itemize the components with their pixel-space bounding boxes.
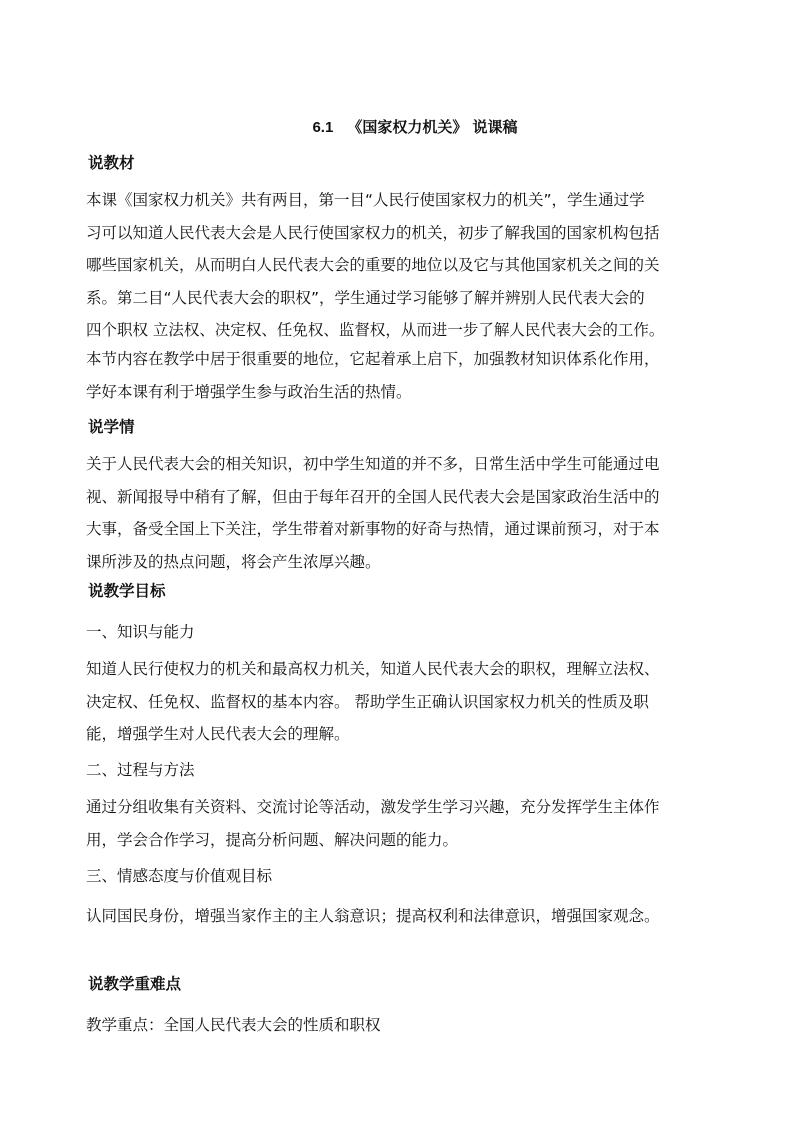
paragraph-line: 课所涉及的热点问题，将会产生浓厚兴趣。 — [86, 552, 381, 571]
heading-student-analysis: 说学情 — [88, 418, 135, 436]
subheading-knowledge-ability: 一、知识与能力 — [86, 623, 195, 641]
paragraph-line: 本课《国家权力机关》共有两目，第一目“人民行使国家权力的机关”，学生通过学 — [86, 191, 645, 209]
subheading-emotion-values: 三、情感态度与价值观目标 — [86, 867, 273, 885]
heading-key-points: 说教学重难点 — [88, 975, 182, 993]
paragraph-line: 系。第二目“人民代表大会的职权”，学生通过学习能够了解并辨别人民代表大会的 — [86, 288, 645, 307]
paragraph-line: 习可以知道人民代表大会是人民行使国家权力的机关，初步了解我国的国家机构包括 — [86, 223, 660, 242]
paragraph-line: 能，增强学生对人民代表大会的理解。 — [86, 725, 350, 743]
subheading-process-method: 二、过程与方法 — [86, 761, 195, 779]
paragraph-key-point: 教学重点：全国人民代表大会的性质和职权 — [86, 1016, 381, 1034]
paragraph-teaching-material-2 — [86, 343, 726, 408]
paragraph-teaching-material-1 — [86, 184, 726, 347]
heading-teaching-goals: 说教学目标 — [88, 582, 166, 600]
paragraph-line: 哪些国家机关，从而明白人民代表大会的重要的地位以及它与其他国家机关之间的关 — [86, 256, 660, 274]
paragraph-line: 决定权、任免权、监督权的基本内容。 帮助学生正确认识国家权力机关的性质及职 — [86, 692, 649, 711]
title-number: 6.1 — [312, 119, 334, 136]
paragraph-line: 本节内容在教学中居于很重要的地位，它起着承上启下，加强教材知识体系化作用， — [86, 350, 660, 368]
paragraph-line: 通过分组收集有关资料、交流讨论等活动，激发学生学习兴趣，充分发挥学生主体作 — [86, 798, 660, 816]
paragraph-process-method — [86, 791, 726, 856]
paragraph-line: 视、新闻报导中稍有了解，但由于每年召开的全国人民代表大会是国家政治生活中的 — [86, 487, 660, 506]
paragraph-line: 用，学会合作学习，提高分析问题、解决问题的能力。 — [86, 830, 459, 849]
heading-teaching-material: 说教材 — [88, 154, 135, 172]
paragraph-line: 四个职权 立法权、决定权、任免权、监督权，从而进一步了解人民代表大会的工作。 — [86, 321, 665, 339]
paragraph-line: 知道人民行使权力的机关和最高权力机关，知道人民代表大会的职权，理解立法权、 — [86, 660, 660, 678]
document-title — [0, 117, 794, 138]
paragraph-line: 学好本课有利于增强学生参与政治生活的热情。 — [86, 382, 412, 401]
paragraph-line: 关于人民代表大会的相关知识，初中学生知道的并不多，日常生活中学生可能通过电 — [86, 455, 660, 473]
paragraph-knowledge-ability — [86, 653, 726, 751]
paragraph-student-analysis — [86, 448, 726, 578]
title-text: 《国家权力机关》 说课稿 — [347, 118, 518, 136]
paragraph-emotion-values: 认同国民身份，增强当家作主的主人翁意识；提高权利和法律意识，增强国家观念。 — [86, 907, 660, 925]
paragraph-line: 大事，备受全国上下关注，学生带着对新事物的好奇与热情，通过课前预习，对于本 — [86, 520, 660, 538]
